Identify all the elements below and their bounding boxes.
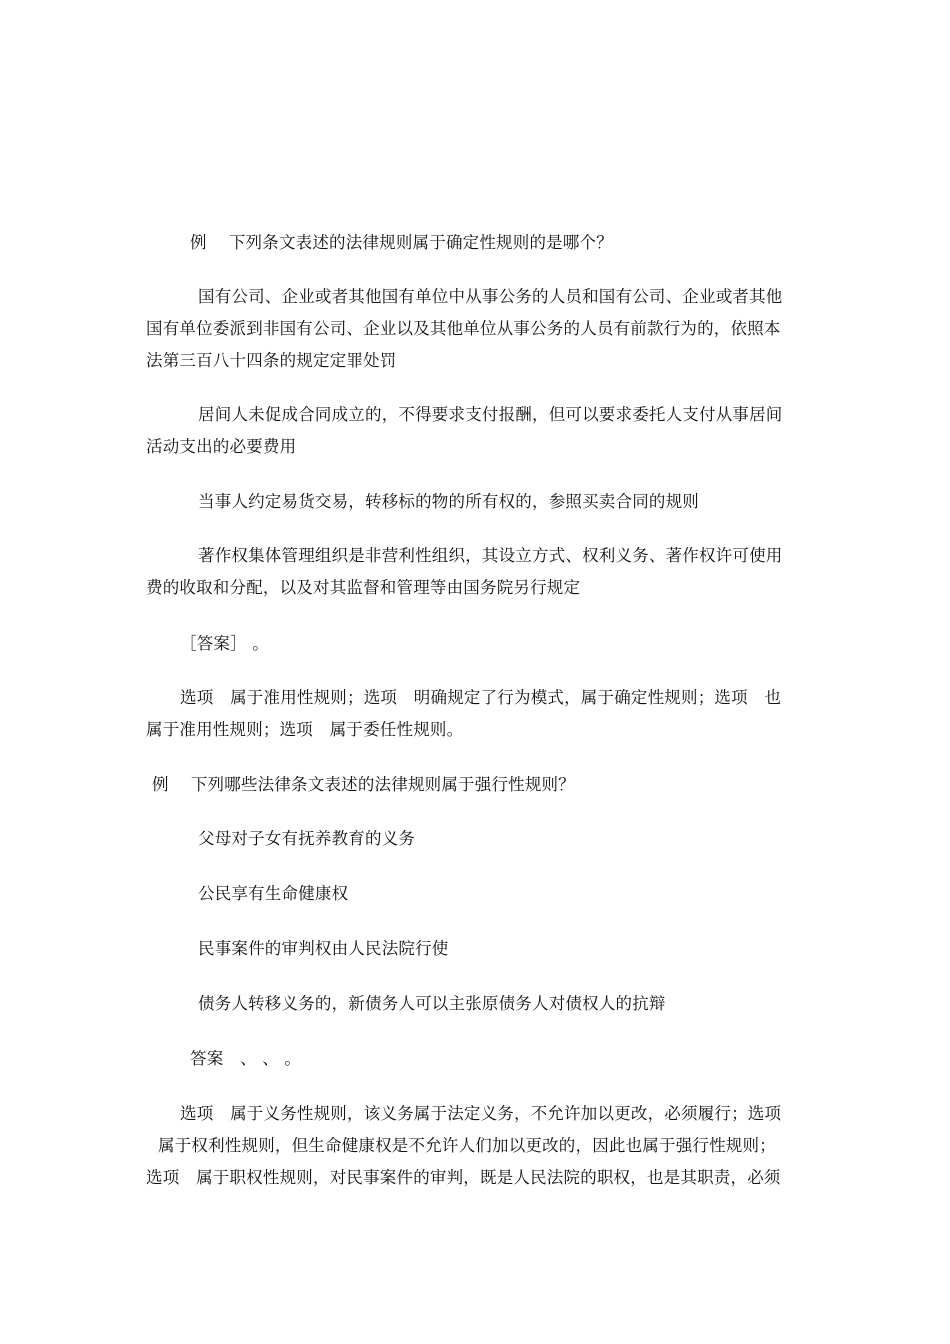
example2-answer: 答案 、 、 。 <box>190 1049 302 1068</box>
example2-explanation-line2: 属于权利性规则，但生命健康权是不允许人们加以更改的，因此也属于强行性规则； <box>158 1136 776 1155</box>
example2-option-a: 父母对子女有抚养教育的义务 <box>198 829 416 848</box>
example2-question: 例 下列哪些法律条文表述的法律规则属于强行性规则？ <box>152 775 575 794</box>
example1-option-b-line1: 居间人未促成合同成立的，不得要求支付报酬，但可以要求委托人支付从事居间 <box>198 405 783 424</box>
example1-option-a-line1: 国有公司、企业或者其他国有单位中从事公务的人员和国有公司、企业或者其他 <box>198 287 783 306</box>
example1-option-d-line2: 费的收取和分配，以及对其监督和管理等由国务院另行规定 <box>146 578 581 597</box>
example1-option-a-line2: 国有单位委派到非国有公司、企业以及其他单位从事公务的人员有前款行为的，依照本 <box>146 319 781 338</box>
example1-explanation-line1: 选项 属于准用性规则；选项 明确规定了行为模式，属于确定性规则；选项 也 <box>180 688 782 707</box>
example2-explanation-line3: 选项 属于职权性规则，对民事案件的审判，既是人民法院的职权，也是其职责，必须 <box>146 1168 781 1187</box>
example1-option-a-line3: 法第三百八十四条的规定定罪处罚 <box>146 351 397 370</box>
example1-option-d-line1: 著作权集体管理组织是非营利性组织，其设立方式、权利义务、著作权许可使用 <box>198 546 783 565</box>
example1-question: 例 下列条文表述的法律规则属于确定性规则的是哪个？ <box>190 233 613 252</box>
example1-explanation-line2: 属于准用性规则；选项 属于委任性规则。 <box>146 720 464 739</box>
example1-option-c: 当事人约定易货交易，转移标的物的所有权的，参照买卖合同的规则 <box>198 492 699 511</box>
example2-explanation-line1: 选项 属于义务性规则，该义务属于法定义务，不允许加以更改，必须履行；选项 <box>180 1104 782 1123</box>
example2-option-c: 民事案件的审判权由人民法院行使 <box>198 939 449 958</box>
example2-option-d: 债务人转移义务的，新债务人可以主张原债务人对债权人的抗辩 <box>198 994 666 1013</box>
example2-option-b: 公民享有生命健康权 <box>198 884 349 903</box>
example1-answer: ［答案］ 。 <box>180 634 269 653</box>
example1-option-b-line2: 活动支出的必要费用 <box>146 437 297 456</box>
